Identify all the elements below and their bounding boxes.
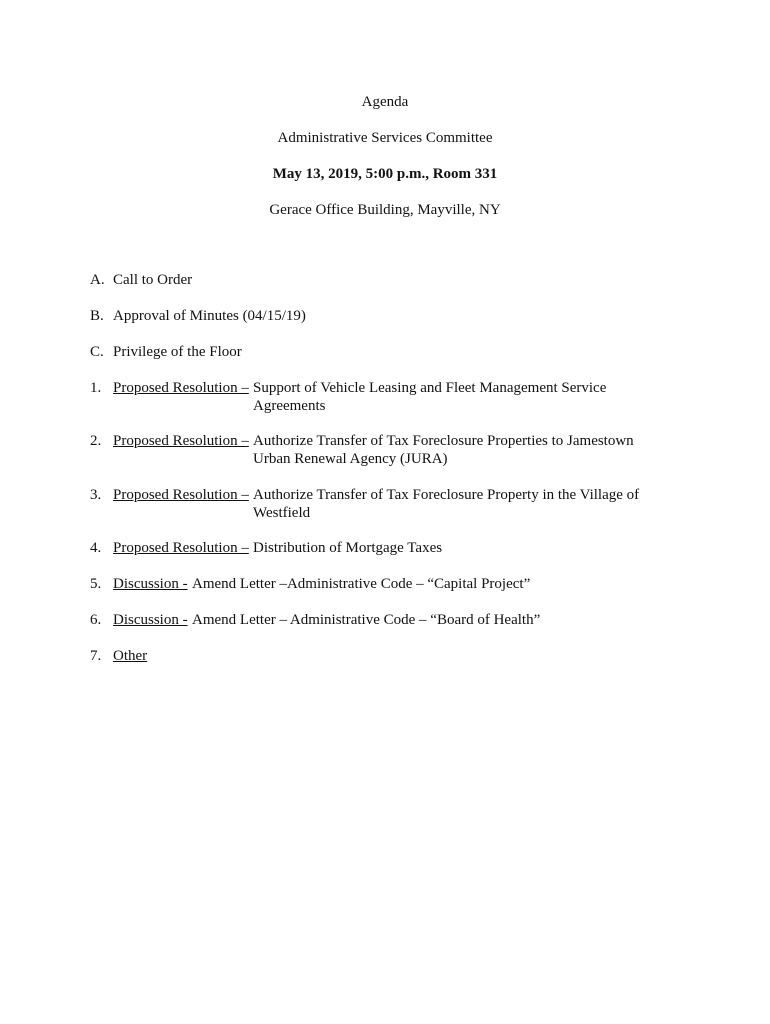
item-label: Proposed Resolution – xyxy=(113,487,249,503)
item-marker: 4. xyxy=(90,540,102,556)
item-description: Amend Letter –Administrative Code – “Capital Project” xyxy=(192,576,531,592)
item-description-line: Westfield xyxy=(253,505,311,521)
item-marker: 3. xyxy=(90,487,102,503)
item-marker: 6. xyxy=(90,612,102,628)
item-label: Discussion - xyxy=(113,576,188,592)
agenda-title: Agenda xyxy=(361,94,409,110)
item-text: Call to Order xyxy=(113,272,193,288)
item-label: Proposed Resolution – xyxy=(113,433,249,449)
item-description: Amend Letter – Administrative Code – “Board of Health” xyxy=(192,612,541,628)
item-marker: 5. xyxy=(90,576,102,592)
item-description-line: Agreements xyxy=(253,398,326,414)
item-marker: 2. xyxy=(90,433,102,449)
item-marker: 7. xyxy=(90,648,102,664)
item-text: Privilege of the Floor xyxy=(113,344,242,360)
item-label: Proposed Resolution – xyxy=(113,380,249,396)
item-description xyxy=(253,432,673,468)
item-description xyxy=(253,486,673,522)
item-description-line: Authorize Transfer of Tax Foreclosure Properties to Jamestown xyxy=(253,433,634,449)
committee-name: Administrative Services Committee xyxy=(277,130,493,146)
item-marker: A. xyxy=(90,272,105,288)
item-marker: B. xyxy=(90,308,104,324)
meeting-datetime: May 13, 2019, 5:00 p.m., Room 331 xyxy=(272,166,498,182)
item-description-line: Urban Renewal Agency (JURA) xyxy=(253,451,448,467)
item-label: Discussion - xyxy=(113,612,188,628)
item-label: Proposed Resolution – xyxy=(113,540,249,556)
meeting-location: Gerace Office Building, Mayville, NY xyxy=(269,202,501,218)
item-description-line: Support of Vehicle Leasing and Fleet Management Service xyxy=(253,380,607,396)
item-description xyxy=(253,539,673,557)
item-text: Approval of Minutes (04/15/19) xyxy=(113,308,306,324)
item-marker: C. xyxy=(90,344,104,360)
item-description-line: Distribution of Mortgage Taxes xyxy=(253,540,443,556)
item-label: Other xyxy=(113,648,148,664)
item-description xyxy=(253,379,673,415)
item-marker: 1. xyxy=(90,380,102,396)
item-description-line: Authorize Transfer of Tax Foreclosure Property in the Village of xyxy=(253,487,640,503)
